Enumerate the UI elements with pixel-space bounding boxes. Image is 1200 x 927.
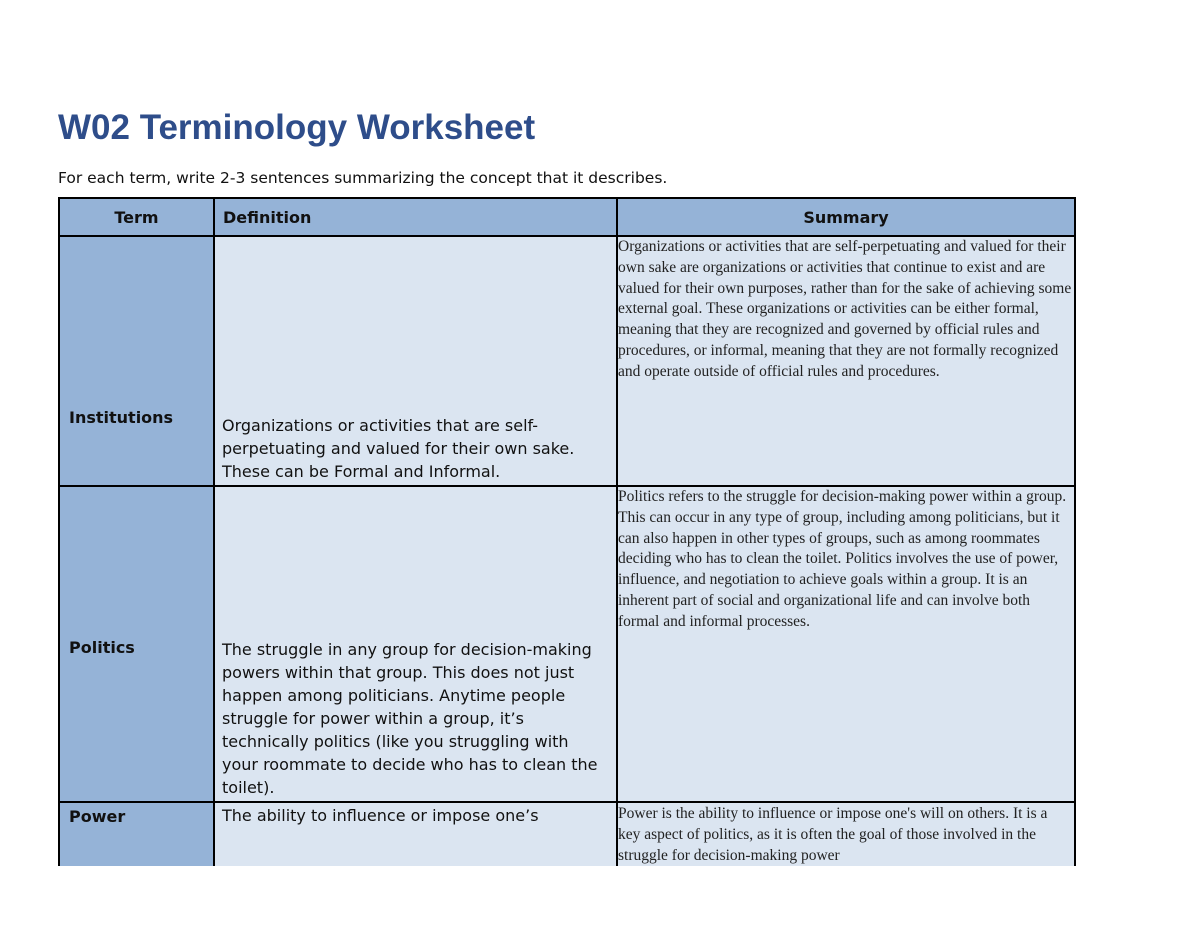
definition-cell[interactable]: The ability to influence or impose one’s (214, 802, 617, 866)
summary-cell[interactable]: Organizations or activities that are self-perpetuating and valued for their own sake are organizations or activities that continue to exist and are valued for their own purposes, rather than for the sake of achieving some external goal. These organizations or activities can be either formal, meaning that they are recognized and governed by official rules and procedures, or informal, meaning that they are not formally recognized and operate outside of official rules and procedures. (617, 236, 1075, 486)
worksheet-title: W02 Terminology Worksheet (58, 108, 536, 147)
definition-cell[interactable]: Organizations or activities that are self-perpetuating and valued for their own sake. These can be Formal and Informal. (214, 236, 617, 486)
summary-cell[interactable]: Power is the ability to influence or impose one's will on others. It is a key aspect of politics, as it is often the goal of those involved in the struggle for decision-making power (617, 802, 1075, 866)
term-label: Politics (69, 638, 135, 657)
term-label: Institutions (69, 408, 174, 427)
term-cell (59, 486, 214, 802)
definition-cell[interactable]: The struggle in any group for decision-making powers within that group. This does not just happen among politicians. Anytime people struggle for power within a group, it’s technically politics (like you struggling with your roommate to decide who has to clean the toilet). (214, 486, 617, 802)
table-body (59, 236, 1075, 866)
worksheet-instructions: For each term, write 2-3 sentences summarizing the concept that it describes. (58, 169, 668, 187)
term-cell (59, 236, 214, 486)
table-row (59, 486, 1075, 802)
header-definition: Definition (214, 198, 617, 236)
header-summary: Summary (617, 198, 1075, 236)
term-cell (59, 802, 214, 866)
header-term: Term (59, 198, 214, 236)
summary-cell[interactable]: Politics refers to the struggle for decision-making power within a group. This can occur in any type of group, including among politicians, but it can also happen in other types of groups, such as among roommates deciding who has to clean the toilet. Politics involves the use of power, influence, and negotiation to achieve goals within a group. It is an inherent part of social and organizational life and can involve both formal and informal processes. (617, 486, 1075, 802)
table-row (59, 236, 1075, 486)
table-header (59, 198, 1075, 236)
term-label: Power (69, 807, 126, 826)
table-row (59, 802, 1075, 866)
terminology-table (58, 197, 1076, 866)
header-row (59, 198, 1075, 236)
